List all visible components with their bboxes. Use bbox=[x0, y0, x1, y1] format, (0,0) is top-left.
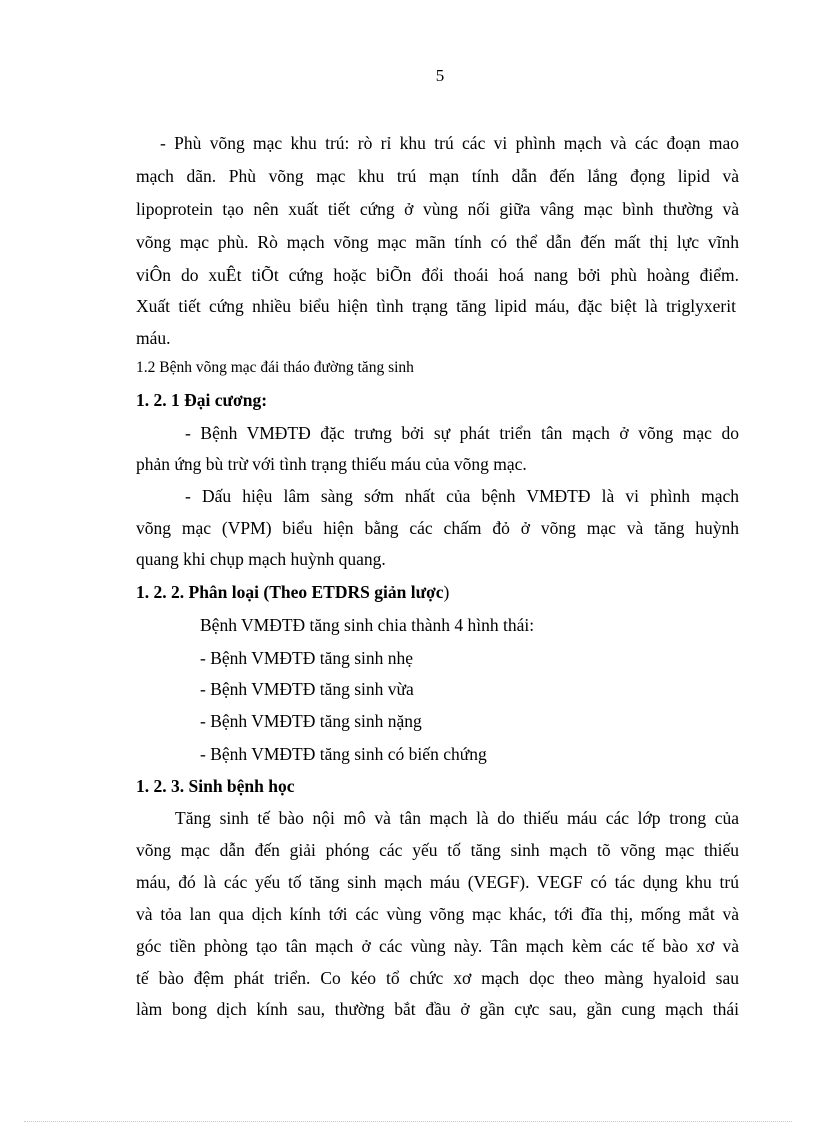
text-line: và tỏa lan qua dịch kính tới các vùng võng mạc khác, tới đĩa thị, mống mắt và bbox=[136, 904, 739, 924]
section-heading: 1. 2. 3. Sinh bệnh học bbox=[136, 776, 295, 796]
section-heading: 1. 2. 1 Đại cương: bbox=[136, 390, 268, 410]
text-line: - Bệnh VMĐTĐ đặc trưng bởi sự phát triển tân mạch ở võng mạc do bbox=[185, 423, 739, 443]
text-line: làm bong dịch kính sau, thường bắt đầu ở gần cực sau, gần cung mạch thái bbox=[136, 999, 739, 1019]
section-heading: 1.2 Bệnh võng mạc đái tháo đường tăng sinh bbox=[136, 359, 414, 376]
text-line: mạch dãn. Phù võng mạc khu trú mạn tính dẫn đến lắng đọng lipid và bbox=[136, 166, 739, 186]
classification-intro: Bệnh VMĐTĐ tăng sinh chia thành 4 hình thái: bbox=[200, 615, 535, 635]
text-line: máu. bbox=[136, 328, 171, 348]
page-number: 5 bbox=[435, 66, 445, 85]
text-line: phản ứng bù trừ với tình trạng thiếu máu của võng mạc. bbox=[136, 454, 527, 474]
list-item: - Bệnh VMĐTĐ tăng sinh nhẹ bbox=[200, 648, 414, 668]
list-item: - Bệnh VMĐTĐ tăng sinh vừa bbox=[200, 679, 414, 699]
section-heading-tail: ) bbox=[443, 582, 450, 602]
text-line: viÔn do xuÊt tiÕt cứng hoặc biÕn đổi thoái hoá nang bởi phù hoàng điểm. bbox=[136, 265, 739, 285]
text-line: máu, đó là các yếu tố tăng sinh mạch máu (VEGF). VEGF có tác dụng khu trú bbox=[136, 872, 739, 892]
text-line: võng mạc dẫn đến giải phóng các yếu tố tăng sinh mạch tõ võng mạc thiếu bbox=[136, 840, 739, 860]
page-bottom-divider bbox=[24, 1121, 792, 1122]
text-line: quang khi chụp mạch huỳnh quang. bbox=[136, 549, 386, 569]
list-item: - Bệnh VMĐTĐ tăng sinh có biến chứng bbox=[200, 744, 487, 764]
list-item: - Bệnh VMĐTĐ tăng sinh nặng bbox=[200, 711, 422, 731]
section-heading-bold: 1. 2. 2. Phân loại (Theo ETDRS giản lược bbox=[136, 582, 444, 602]
text-line: - Dấu hiệu lâm sàng sớm nhất của bệnh VMĐTĐ là vi phình mạch bbox=[185, 486, 739, 506]
text-line: võng mạc (VPM) biểu hiện bằng các chấm đỏ ở võng mạc và tăng huỳnh bbox=[136, 518, 739, 538]
text-line: võng mạc phù. Rò mạch võng mạc mãn tính có thể dẫn đến mất thị lực vĩnh bbox=[136, 232, 739, 252]
text-line: lipoprotein tạo nên xuất tiết cứng ở vùng nối giữa vâng mạc bình thường và bbox=[136, 199, 739, 219]
section-heading bbox=[136, 581, 449, 603]
text-line: tế bào đệm phát triển. Co kéo tổ chức xơ mạch dọc theo màng hyaloid sau bbox=[136, 968, 739, 988]
text-line: - Phù võng mạc khu trú: rò rỉ khu trú các vi phình mạch và các đoạn mao bbox=[160, 133, 739, 153]
text-line: Xuất tiết cứng nhiều biểu hiện tình trạng tăng lipid máu, đặc biệt là triglyxerit bbox=[136, 296, 736, 316]
text-line: Tăng sinh tế bào nội mô và tân mạch là do thiếu máu các lớp trong của bbox=[175, 808, 739, 828]
text-line: góc tiền phòng tạo tân mạch ở các vùng này. Tân mạch kèm các tế bào xơ và bbox=[136, 936, 739, 956]
